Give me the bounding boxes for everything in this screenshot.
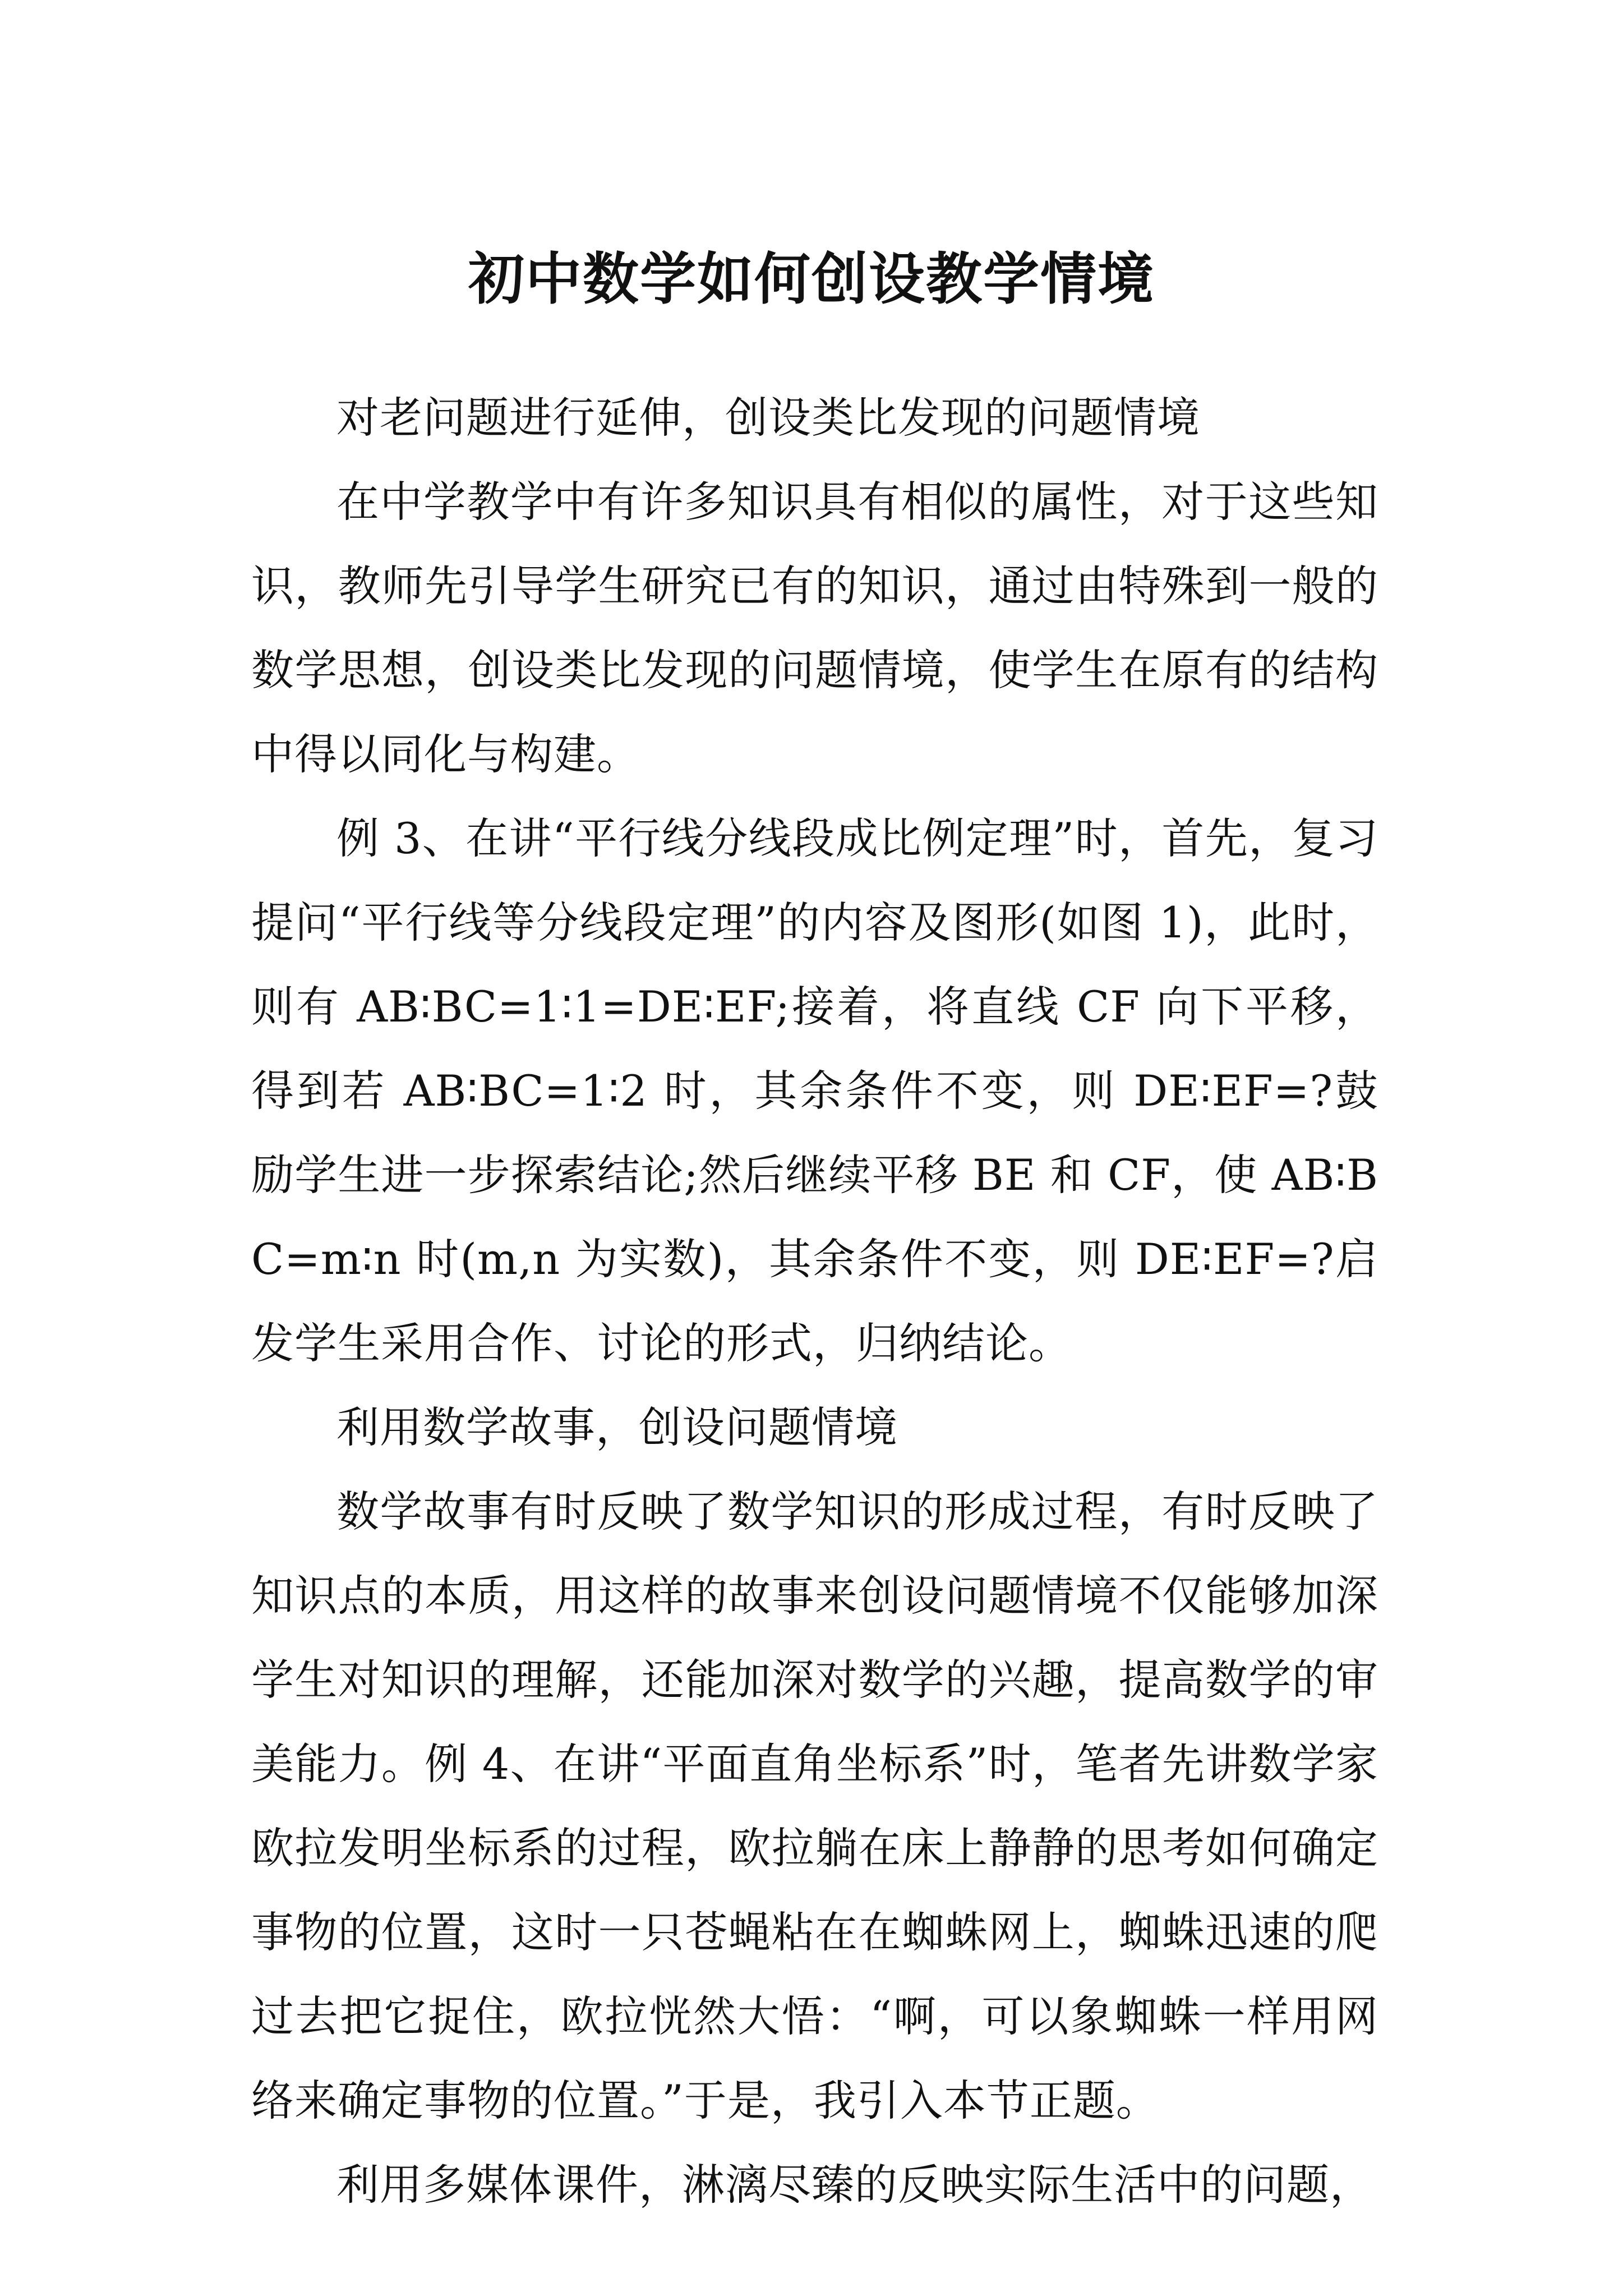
paragraph: 数学故事有时反映了数学知识的形成过程，有时反映了知识点的本质，用这样的故事来创设问题情境不仅能够加深学生对知识的理解，还能加深对数学的兴趣，提高数学的审美能力。例 4、在讲“平面直角坐标系”时，笔者先讲数学家欧拉发明坐标系的过程，欧拉躺在床上静静的思考如何确定事物的位置，这时一只苍蝇粘在在蜘蛛网上，蜘蛛迅速的爬过去把它捉住，欧拉恍然大悟：“啊，可以象蜘蛛一样用网络来确定事物的位置。”于是，我引入本节正题。 bbox=[251, 1487, 1378, 2125]
section-heading: 对老问题进行延伸，创设类比发现的问题情境 bbox=[336, 393, 1200, 443]
page-title: 初中数学如何创设教学情境 bbox=[468, 246, 1155, 312]
paragraph: 利用多媒体课件，淋漓尽臻的反映实际生活中的问题， bbox=[336, 2160, 1373, 2210]
document-body bbox=[251, 376, 1378, 2227]
section-heading: 利用数学故事，创设问题情境 bbox=[336, 1402, 898, 1452]
paragraph: 在中学教学中有许多知识具有相似的属性，对于这些知识，教师先引导学生研究已有的知识，通过由特殊到一般的数学思想，创设类比发现的问题情境，使学生在原有的结构中得以同化与构建。 bbox=[251, 477, 1378, 779]
paragraph: 例 3、在讲“平行线分线段成比例定理”时，首先，复习提问“平行线等分线段定理”的内容及图形(如图 1)，此时，则有 AB∶BC=1∶1=DE∶EF;接着，将直线 CF 向下平移，得到若 AB∶BC=1∶2 时，其余条件不变，则 DE∶EF=?鼓励学生进一步探索结论;然后继续平移 BE 和 CF，使 AB∶BC=m∶n 时(m,n 为实数)，其余条件不变，则 DE∶EF=?启发学生采用合作、讨论的形式，归纳结论。 bbox=[251, 813, 1378, 1368]
